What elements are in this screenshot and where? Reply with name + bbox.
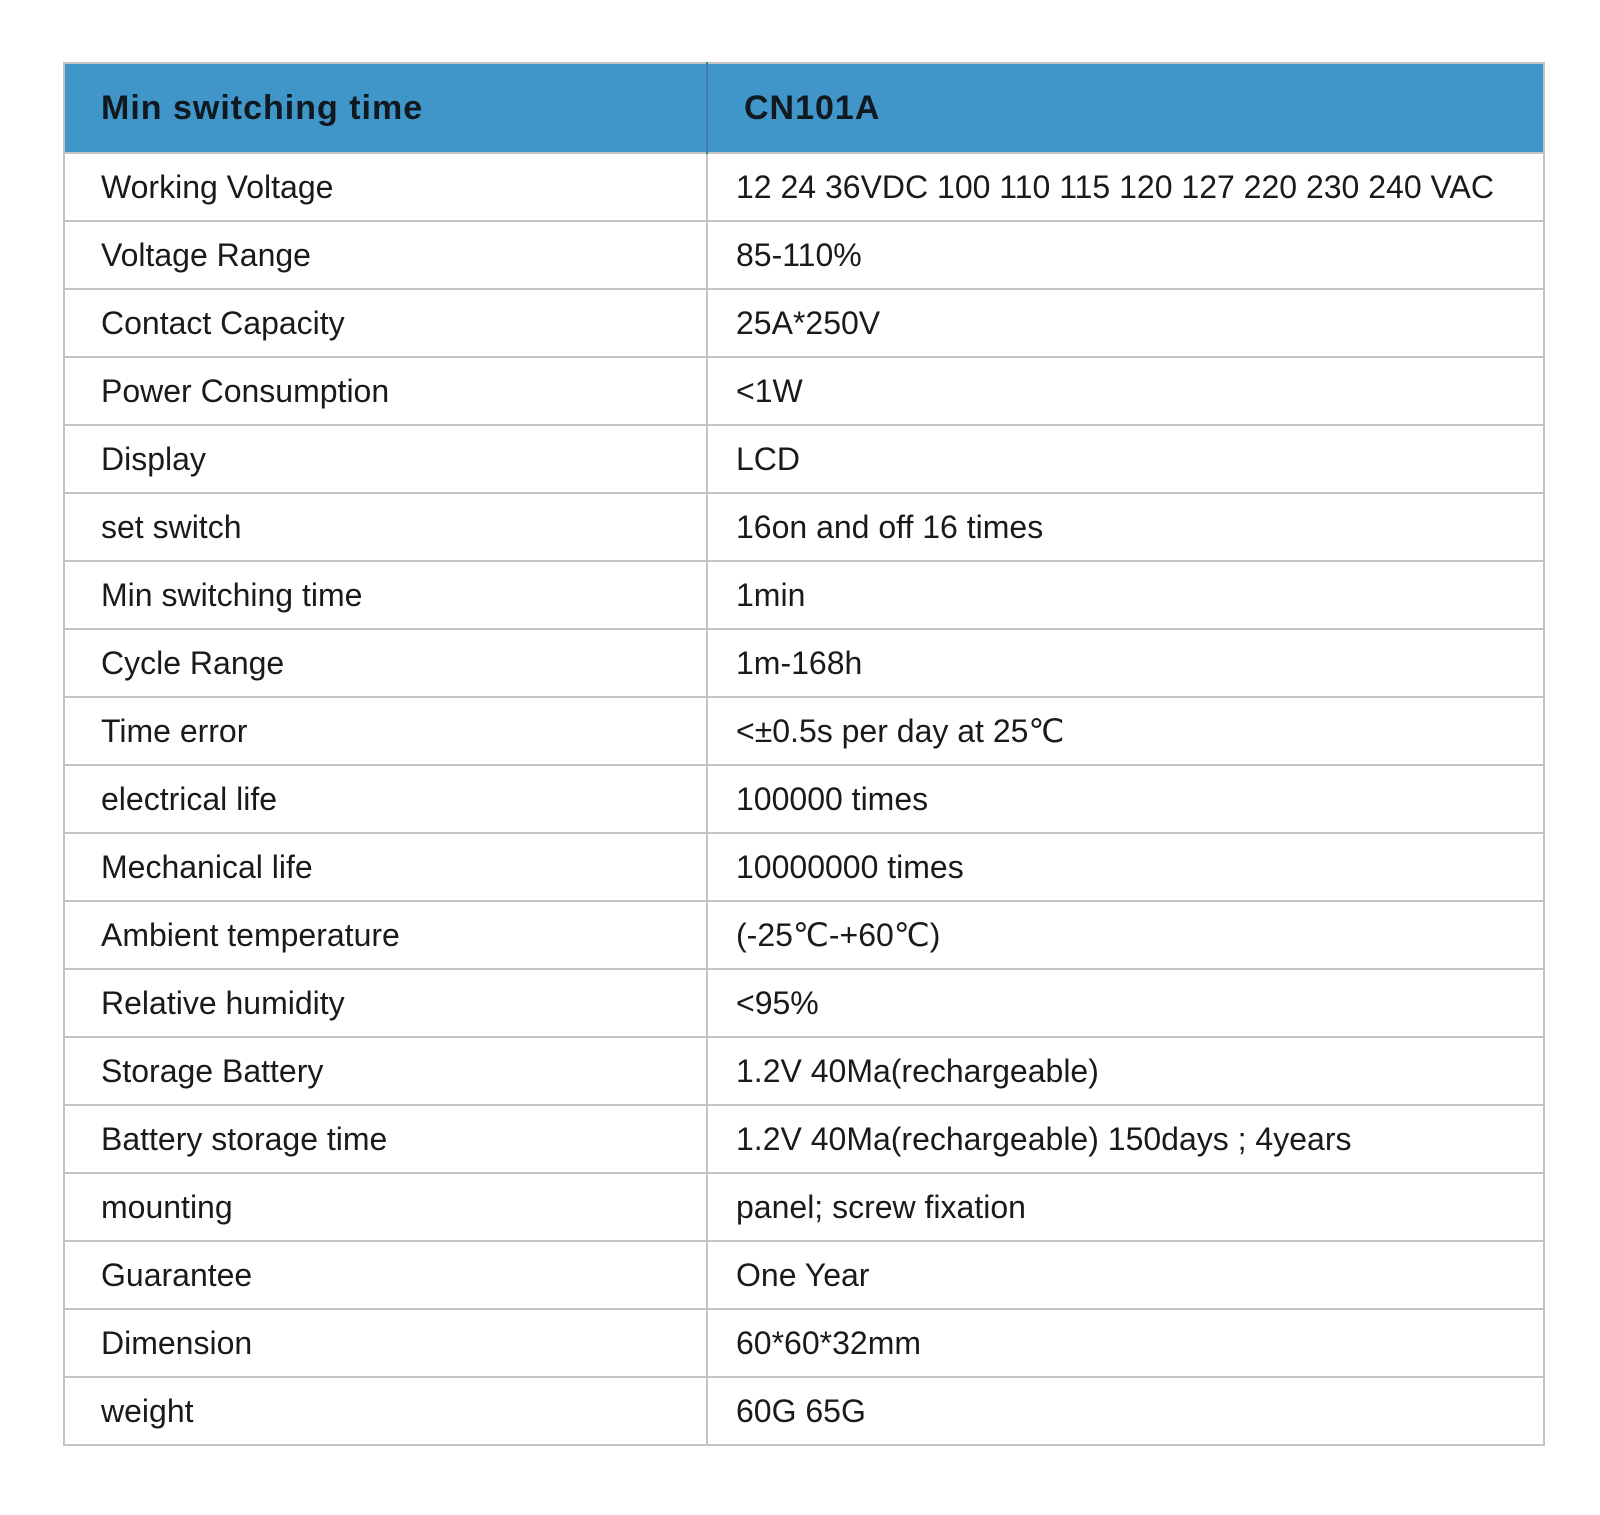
table-row	[64, 1105, 1544, 1173]
row-value: 100000 times	[707, 765, 1544, 833]
table-row	[64, 1241, 1544, 1309]
row-label: Storage Battery	[64, 1037, 707, 1105]
table-row	[64, 425, 1544, 493]
row-label: set switch	[64, 493, 707, 561]
header-parameter: Min switching time	[64, 63, 707, 153]
row-label: Power Consumption	[64, 357, 707, 425]
row-label: Cycle Range	[64, 629, 707, 697]
table-row	[64, 901, 1544, 969]
table-row	[64, 697, 1544, 765]
table-row	[64, 561, 1544, 629]
table-body	[64, 153, 1544, 1445]
row-label: weight	[64, 1377, 707, 1445]
row-label: mounting	[64, 1173, 707, 1241]
row-value: 12 24 36VDC 100 110 115 120 127 220 230 240 VAC	[707, 153, 1544, 221]
row-value: 25A*250V	[707, 289, 1544, 357]
spec-table	[63, 62, 1545, 1446]
row-label: Time error	[64, 697, 707, 765]
row-label: Contact Capacity	[64, 289, 707, 357]
row-value: One Year	[707, 1241, 1544, 1309]
table-row	[64, 629, 1544, 697]
table-row	[64, 1377, 1544, 1445]
row-value: 60G 65G	[707, 1377, 1544, 1445]
row-label: Display	[64, 425, 707, 493]
row-value: 1m-168h	[707, 629, 1544, 697]
row-value: 1.2V 40Ma(rechargeable)	[707, 1037, 1544, 1105]
row-value: 1.2V 40Ma(rechargeable) 150days ; 4years	[707, 1105, 1544, 1173]
row-label: Relative humidity	[64, 969, 707, 1037]
row-label: Working Voltage	[64, 153, 707, 221]
row-value: 60*60*32mm	[707, 1309, 1544, 1377]
table-row	[64, 289, 1544, 357]
row-value: (-25℃-+60℃)	[707, 901, 1544, 969]
row-label: Guarantee	[64, 1241, 707, 1309]
table-row	[64, 153, 1544, 221]
header-model: CN101A	[707, 63, 1544, 153]
table-row	[64, 493, 1544, 561]
table-row	[64, 1037, 1544, 1105]
row-label: Battery storage time	[64, 1105, 707, 1173]
row-label: Mechanical life	[64, 833, 707, 901]
row-value: LCD	[707, 425, 1544, 493]
table-row	[64, 357, 1544, 425]
table-row	[64, 765, 1544, 833]
row-value: <±0.5s per day at 25℃	[707, 697, 1544, 765]
table-row	[64, 833, 1544, 901]
row-value: <95%	[707, 969, 1544, 1037]
table-row	[64, 1309, 1544, 1377]
table-row	[64, 1173, 1544, 1241]
row-label: Ambient temperature	[64, 901, 707, 969]
row-value: 1min	[707, 561, 1544, 629]
table-row	[64, 221, 1544, 289]
row-label: Dimension	[64, 1309, 707, 1377]
table-row	[64, 969, 1544, 1037]
row-value: 16on and off 16 times	[707, 493, 1544, 561]
row-label: Voltage Range	[64, 221, 707, 289]
row-label: electrical life	[64, 765, 707, 833]
row-value: 85-110%	[707, 221, 1544, 289]
row-label: Min switching time	[64, 561, 707, 629]
table-header-row	[64, 63, 1544, 153]
row-value: panel; screw fixation	[707, 1173, 1544, 1241]
row-value: <1W	[707, 357, 1544, 425]
row-value: 10000000 times	[707, 833, 1544, 901]
